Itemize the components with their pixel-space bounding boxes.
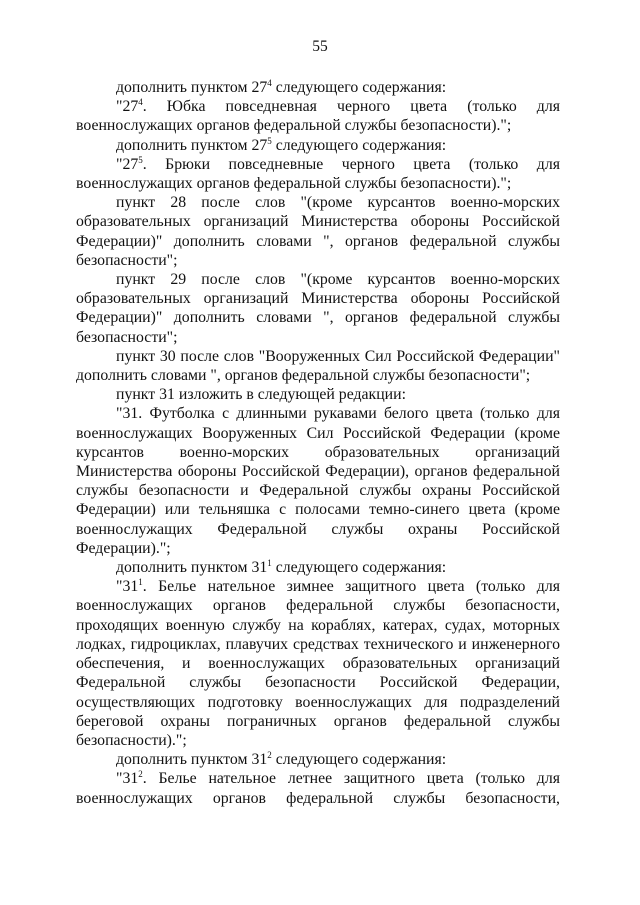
paragraph-item-30: пункт 30 после слов "Вооруженных Сил Российской Федерации" дополнить словами ", органов федеральной службы безопасности"; [76,347,560,385]
paragraph-amend-27-5: дополнить пунктом $27^5$ следующего содержания: [116,135,447,154]
superscript: 1 [138,577,143,588]
paragraph-amend-31-1: дополнить пунктом $31^1$ следующего содержания: [116,558,447,577]
paragraph-item-27-5: "$27^5$. Брюки повседневные черного цвета (только для военнослужащих органов федеральной службы безопасности)."; [76,154,560,193]
paragraph-item-31-intro: пункт 31 изложить в следующей редакции: [116,386,406,404]
paragraph-item-28: пункт 28 после слов "(кроме курсантов военно-морских образовательных организаций Министерства обороны Российской Федерации)" дополнить словами ", органов федеральной службы безопасности"; [76,194,560,269]
page-number: 55 [312,38,328,55]
paragraph-item-31-2: "$31^2$. Белье нательное летнее защитного цвета (только для военнослужащих органов федеральной службы безопасности, [76,769,560,807]
superscript: 5 [267,135,272,146]
paragraph-item-31-1: "$31^1$. Белье нательное зимнее защитного цвета (только для военнослужащих органов федеральной службы безопасности, проходящих военную службу на кораблях, катерах, судах, моторных лодках, гидроциклах, плавучих средствах технического и инженерного обеспечения, и военнослужащих образовательных организаций Федеральной службы безопасности Российской Федерации, осуществляющих подготовку военнослужащих для подразделений береговой охраны пограничных органов федеральной службы безопасности)."; [76,577,560,749]
paragraph-amend-31-2: дополнить пунктом $31^2$ следующего содержания: [116,750,447,769]
document-body [76,78,560,808]
superscript: 1 [267,558,272,569]
superscript: 2 [138,769,143,780]
paragraph-amend-27-4: дополнить пунктом $27^4$ следующего содержания: [116,78,447,96]
paragraph-item-31: "31. Футболка с длинными рукавами белого цвета (только для военнослужащих Вооруженных Сил Российской Федерации (кроме курсантов военно-морских образовательных организаций Министерства обороны Российской Федерации), органов федеральной службы безопасности и Федеральной службы охраны Российской Федерации) или тельняшка с полосами темно-синего цвета (кроме военнослужащих Федеральной службы охраны Российской Федерации)."; [76,405,560,557]
superscript: 2 [267,750,272,761]
superscript: 5 [138,154,143,165]
superscript: 4 [267,78,272,88]
superscript: 4 [138,97,143,108]
paragraph-item-27-4: "$27^4$. Юбка повседневная черного цвета (только для военнослужащих органов федеральной службы безопасности)."; [76,97,560,135]
paragraph-item-29: пункт 29 после слов "(кроме курсантов военно-морских образовательных организаций Министерства обороны Российской Федерации)" дополнить словами ", органов федеральной службы безопасности"; [76,271,560,346]
